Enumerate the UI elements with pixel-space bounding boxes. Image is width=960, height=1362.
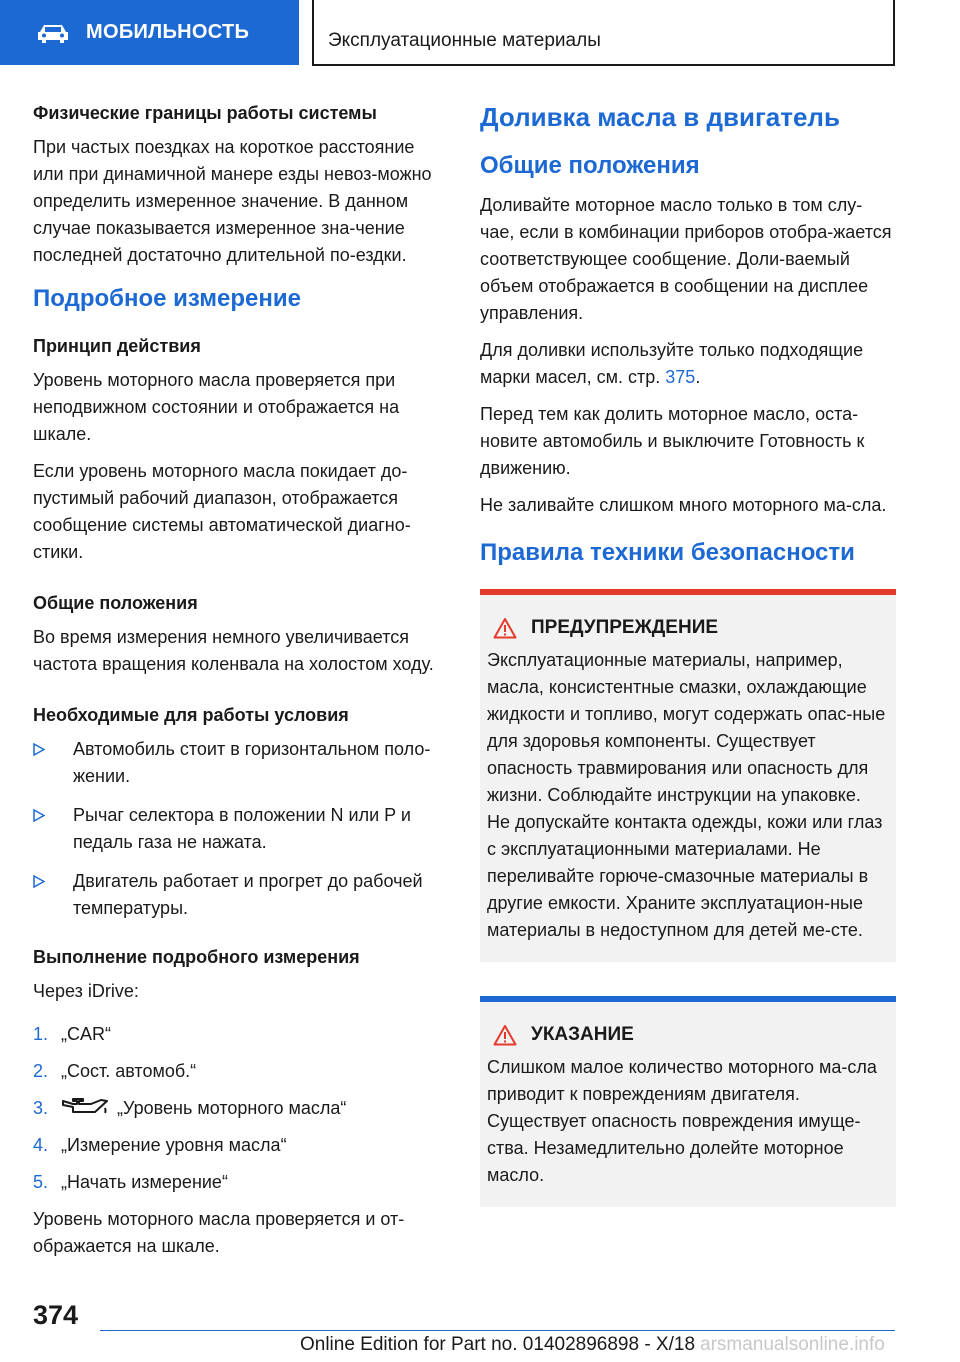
heading-safety: Правила техники безопасности bbox=[480, 539, 855, 566]
bullet-triangle-icon bbox=[33, 743, 45, 756]
paragraph: Перед тем как долить моторное масло, оста-новите автомобиль и выключите Готовность к движению. bbox=[480, 404, 865, 478]
warning-label: ПРЕДУПРЕЖДЕНИЕ bbox=[531, 617, 719, 638]
watermark: arsmanualsonline.info bbox=[700, 1334, 885, 1355]
step-item: 5. „Начать измерение“ bbox=[33, 1172, 228, 1192]
step-item: 3. „Уровень моторного масла“ bbox=[33, 1095, 438, 1122]
paragraph: Во время измерения немного увеличивается частота вращения коленвала на холостом ходу. bbox=[33, 627, 434, 674]
paragraph: Если уровень моторного масла покидает до-пустимый рабочий диапазон, отображается сообщение системы автоматической диагно-стики. bbox=[33, 461, 411, 562]
heading-general: Общие положения bbox=[480, 152, 700, 179]
bullet-triangle-icon bbox=[33, 875, 45, 888]
paragraph: Уровень моторного масла проверяется и от-ображается на шкале. bbox=[33, 1209, 405, 1256]
paragraph: Не заливайте слишком много моторного ма-сла. bbox=[480, 495, 887, 515]
header-divider bbox=[312, 0, 314, 65]
header-divider bbox=[893, 0, 895, 65]
warning-text: Эксплуатационные материалы, например, масла, консистентные смазки, охлаждающие жидкости и топливо, могут содержать опас-ные для здоровья компоненты. Существует опасность травмирования или опасность для жизни. Соблюдайте инструкции на упаковке. Не допускайте контакта одежды, кожи или глаз с эксплуатационными материалами. Не переливайте горюче-смазочные материалы в другие емкости. Храните эксплуатацион-ные материалы в недоступном для детей ме-сте. bbox=[487, 650, 886, 940]
footer-edition: Online Edition for Part no. 01402896898 - X/18 bbox=[299, 1334, 696, 1355]
section-tab bbox=[0, 0, 299, 65]
paragraph: При частых поездках на короткое расстояние или при динамичной манере езды невоз-можно определить измеренное значение. В данном случае показывается измеренное зна-чение последней достаточно длительной по-ездки. bbox=[33, 137, 432, 265]
bullet-triangle-icon bbox=[33, 809, 45, 822]
heading-execution: Выполнение подробного измерения bbox=[33, 947, 360, 967]
step-item: 2. „Сост. автомоб.“ bbox=[33, 1061, 197, 1081]
right-column bbox=[480, 100, 896, 1207]
warning-triangle-icon bbox=[493, 1024, 517, 1046]
step-item: 4. „Измерение уровня масла“ bbox=[33, 1135, 287, 1155]
note-text: Слишком малое количество моторного ма-сла приводит к повреждениям двигателя. Существует опасность повреждения имуще-ства. Незамедлительно долейте моторное масло. bbox=[487, 1057, 877, 1185]
page-number: 374 bbox=[33, 1300, 79, 1330]
paragraph: Уровень моторного масла проверяется при неподвижном состоянии и отображается на шкале. bbox=[33, 370, 400, 444]
page-link[interactable]: 375 bbox=[665, 367, 696, 387]
warning-triangle-icon bbox=[493, 617, 517, 639]
list-item: Рычаг селектора в положении N или P и педаль газа не нажата. bbox=[33, 802, 438, 856]
footer-rule bbox=[100, 1330, 895, 1331]
paragraph: Для доливки используйте только подходящие марки масел, см. стр. 375. bbox=[480, 340, 864, 387]
note-label: УКАЗАНИЕ bbox=[531, 1024, 634, 1045]
chapter-title: Эксплуатационные материалы bbox=[328, 30, 601, 51]
paragraph: Доливайте моторное масло только в том слу-чае, если в комбинации приборов отобра-жается соответствующее сообщение. Доли-ваемый объем отображается в сообщении на дисплее управления. bbox=[480, 195, 892, 323]
car-icon bbox=[36, 22, 70, 44]
heading-conditions: Необходимые для работы условия bbox=[33, 705, 349, 725]
note-box bbox=[480, 996, 896, 1207]
paragraph: Через iDrive: bbox=[33, 981, 139, 1001]
warning-box bbox=[480, 589, 896, 962]
section-title: МОБИЛЬНОСТЬ bbox=[86, 21, 250, 43]
heading-principle: Принцип действия bbox=[33, 336, 201, 356]
step-item: 1. „CAR“ bbox=[33, 1024, 111, 1044]
heading-general: Общие положения bbox=[33, 593, 198, 613]
left-column bbox=[33, 100, 438, 1270]
list-item: Автомобиль стоит в горизонтальном поло-жении. bbox=[33, 736, 438, 790]
list-item: Двигатель работает и прогрет до рабочей температуры. bbox=[33, 868, 438, 922]
header-rule bbox=[312, 64, 895, 66]
heading-oil-topup: Доливка масла в двигатель bbox=[480, 102, 840, 132]
oil-can-icon bbox=[61, 1095, 109, 1117]
heading-physical-limits: Физические границы работы системы bbox=[33, 103, 377, 123]
heading-detailed-measurement: Подробное измерение bbox=[33, 285, 301, 312]
